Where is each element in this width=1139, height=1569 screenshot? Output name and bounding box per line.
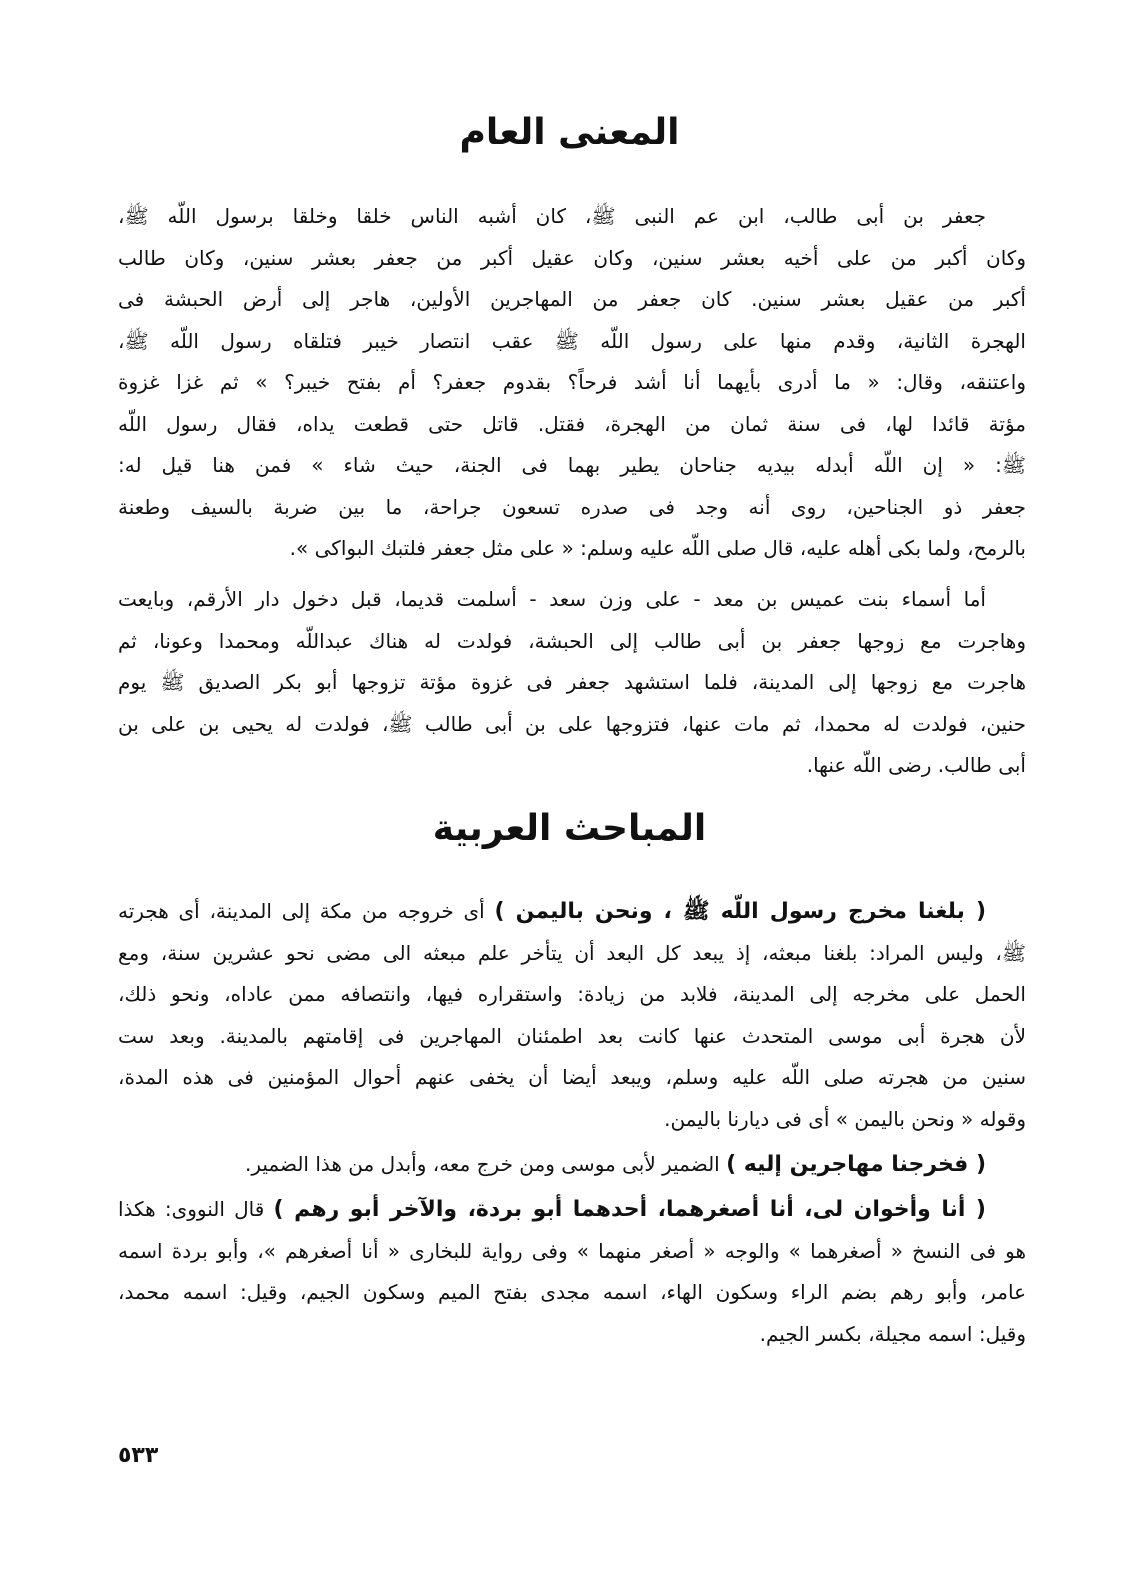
quoted-phrase: ( بلغنا مخرج رسول اللّه ﷺ ، ونحن باليمن ) <box>494 899 986 924</box>
text-line: أما أسماء بنت عميس بن معد - على وزن سعد - أسلمت قديما، قبل دخول دار الأرقم، وبايعت <box>118 587 986 611</box>
quoted-phrase: ( أنا وأخوان لى، أنا أصغرهما، أحدهما أبو بردة، والآخر أبو رهم ) <box>273 1197 986 1222</box>
text-line: جعفر بن أبى طالب، ابن عم النبى ﷺ، كان أشبه الناس خلقا وخلقا برسول اللّه ﷺ، <box>118 204 986 228</box>
commentary: أى خروجه من مكة إلى المدينة، أى هجرته <box>118 899 495 923</box>
text-line: أكبر من عقيل بعشر سنين. كان جعفر من المهاجرين الأولين، هاجر إلى أرض الحبشة فى <box>118 287 1026 311</box>
text-line: واعتنقه، وقال: « ما أدرى بأيهما أنا أشد فرحاً؟ بقدوم جعفر؟ أم بفتح خيبر؟ » ثم غزا غزوة <box>118 370 1026 394</box>
text-line: حنين، فولدت له محمدا، ثم مات عنها، فتزوجها على بن أبى طالب ﷺ، فولدت له يحيى بن على بن <box>118 711 1026 736</box>
text-line: هاجرت مع زوجها إلى المدينة، فلما استشهد جعفر فى غزوة مؤتة تزوجها أبو بكر الصديق ﷺ يوم <box>118 670 1026 694</box>
text-line: عامر، وأبو رهم بضم الراء وسكون الهاء، اسمه مجدى بفتح الميم وسكون الجيم، وقيل: اسمه محمد، <box>118 1280 1026 1304</box>
page-number: ٥٣٣ <box>118 1443 159 1468</box>
paragraph-asma <box>118 579 1026 787</box>
text-line: سنين من هجرته صلى اللّه عليه وسلم، ويبعد أيضا أن يخفى عنهم أحوال المؤمنين فى هذه المدة، <box>118 1065 1026 1089</box>
text-line: الحمل على مخرجه إلى المدينة، فلابد من زيادة: واستقراره فيها، وانتصافه ممن عاداه، ونحو ذلك، <box>118 982 1026 1006</box>
paragraph-brothers <box>118 1189 1026 1355</box>
text-line: جعفر ذو الجناحين، روى أنه وجد فى صدره تسعون جراحة، ما بين ضربة بالسيف وطعنة <box>118 494 1026 519</box>
text-line: الهجرة الثانية، وقدم منها على رسول اللّه ﷺ عقب انتصار خيبر فتلقاه رسول اللّه ﷺ، <box>118 328 1026 353</box>
paragraph-fakharajna <box>118 1144 1026 1186</box>
commentary: الضمير لأبى موسى ومن خرج معه، وأبدل من هذا الضمير. <box>244 1152 727 1176</box>
quoted-phrase: ( فخرجنا مهاجرين إليه ) <box>726 1152 986 1177</box>
commentary: قال النووى: هكذا <box>118 1197 274 1221</box>
text-line <box>118 1189 1026 1231</box>
text-line: هو فى النسخ « أصغرهما » والوجه « أصغر منهما » وفى رواية للبخارى « أنا أصغرهم »، وأبو بردة اسمه <box>118 1238 1026 1263</box>
paragraph-jafar <box>118 196 1026 570</box>
text-line <box>118 1144 1026 1186</box>
text-line: أبى طالب. رضى اللّه عنها. <box>806 753 1026 777</box>
heading-arabic-studies: المباحث العربية <box>432 808 707 849</box>
text-line: مؤتة قائدا لها، فى سنة ثمان من الهجرة، فقتل. قاتل حتى قطعت يداه، فقال رسول اللّه <box>118 411 1026 436</box>
text-line: وكان أكبر من على أخيه بعشر سنين، وكان عقيل أكبر من جعفر بعشر سنين، وكان طالب <box>118 245 1026 270</box>
text-line: بالرمح، ولما بكى أهله عليه، قال صلى اللّه عليه وسلم: « على مثل جعفر فلتبك البواكى ». <box>289 536 1026 560</box>
text-line: وقوله « ونحن باليمن » أى فى ديارنا باليمن. <box>664 1106 1026 1131</box>
text-line: لأن هجرة أبى موسى المتحدث عنها كانت بعد اطمئنان المهاجرين فى إقامتهم بالمدينة. وبعد ست <box>118 1023 1026 1048</box>
text-line: وقيل: اسمه مجيلة، بكسر الجيم. <box>759 1321 1026 1346</box>
heading-general-meaning: المعنى العام <box>459 112 680 153</box>
text-line: ﷺ: « إن اللّه أبدله بيديه جناحان يطير بهما فى الجنة، حيث شاء » فمن هنا قيل له: <box>118 453 1026 477</box>
text-line: وهاجرت مع زوجها جعفر بن أبى طالب إلى الحبشة، فولدت له هناك عبداللّه ومحمدا وعونا، ثم <box>118 628 1026 653</box>
text-line: ﷺ، وليس المراد: بلغنا مبعثه، إذ يبعد كل البعد أن يتأخر علم مبعثه الى مضى نحو عشرين سنة، ومع <box>118 940 1026 965</box>
text-line <box>118 891 1026 933</box>
paragraph-hijra <box>118 891 1026 1140</box>
